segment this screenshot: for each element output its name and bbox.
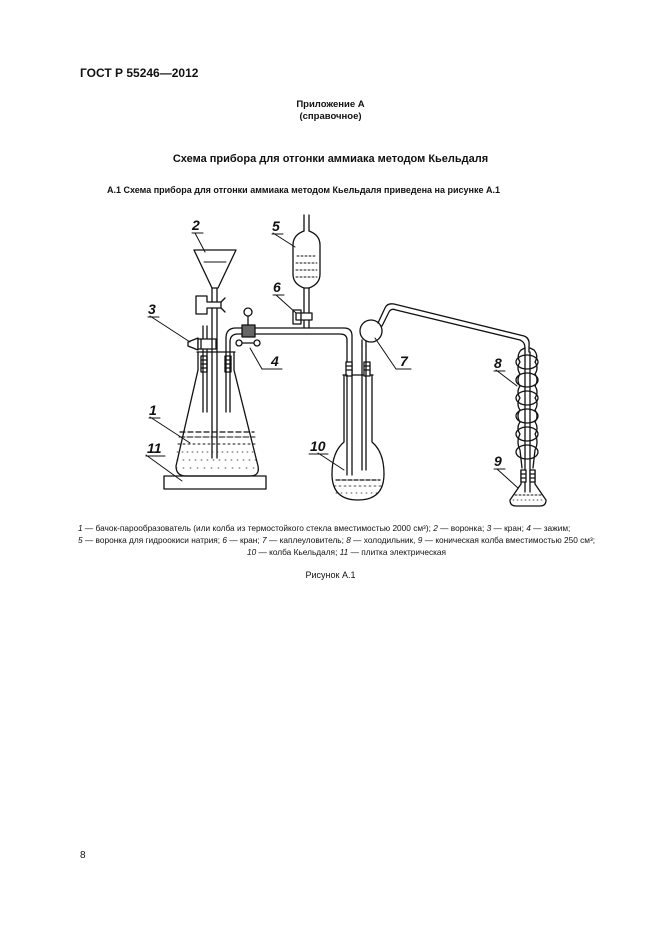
figure-label-7: 7 xyxy=(400,353,408,369)
figure-label-1: 1 xyxy=(149,402,157,418)
caption-num: 11 xyxy=(339,547,349,557)
caption-num: 2 xyxy=(433,523,438,533)
caption-text: бачок-парообразователь (или колба из термостойкого стекла вместимостью 2000 см³) xyxy=(95,523,429,533)
figure-label-3: 3 xyxy=(148,301,156,317)
caption-num: 10 xyxy=(246,547,257,557)
page-number: 8 xyxy=(80,850,86,861)
caption-text: колба Кьельдаля xyxy=(269,547,336,557)
annex-heading xyxy=(0,99,661,123)
figure-label-5: 5 xyxy=(272,218,280,234)
caption-num: 3 xyxy=(486,523,492,533)
figure-label-9: 9 xyxy=(494,453,502,469)
caption-text: воронка xyxy=(450,523,482,533)
kjeldahl-flask xyxy=(332,346,384,500)
caption-text: кран xyxy=(504,523,522,533)
figure-caption-legend xyxy=(78,522,615,558)
section-title: Схема прибора для отгонки аммиака методом Кьельдаля xyxy=(172,153,489,165)
caption-num: 6 xyxy=(222,535,228,545)
figure-label-8: 8 xyxy=(494,355,502,371)
receiver-flask xyxy=(510,470,546,506)
figure-label-11: 11 xyxy=(147,440,162,456)
caption-text: воронка для гидроокиси натрия xyxy=(95,535,218,545)
funnel xyxy=(194,250,236,314)
figure-label-4: 4 xyxy=(271,353,279,369)
annex-title: Приложение А xyxy=(296,99,365,110)
caption-num: 1 xyxy=(78,523,83,533)
caption-text: холодильник xyxy=(363,535,414,545)
document-header: ГОСТ Р 55246—2012 xyxy=(80,66,199,80)
figure-label-2: 2 xyxy=(192,217,200,233)
caption-num: 8 xyxy=(346,535,351,545)
caption-text: каплеуловитель xyxy=(279,535,342,545)
hot-plate xyxy=(164,476,266,489)
figure-label-10: 10 xyxy=(310,438,326,454)
caption-line: 5 — воронка для гидроокиси натрия; 6 — кран; 7 — каплеуловитель; 8 — холодильник, 9 — коническая колба вместимостью 250 см³; xyxy=(78,535,596,545)
caption-num: 5 xyxy=(78,535,83,545)
caption-text: зажим xyxy=(543,523,569,533)
intro-paragraph: А.1 Схема прибора для отгонки аммиака методом Кьельдаля приведена на рисунке А.1 xyxy=(107,185,500,195)
figure-label-6: 6 xyxy=(273,279,281,295)
figure-label: Рисунок А.1 xyxy=(305,570,356,580)
caption-line: 1 — бачок-парообразователь (или колба из термостойкого стекла вместимостью 2000 см³); 2 — воронка; 3 — кран; 4 — зажим; xyxy=(78,523,571,533)
caption-num: 4 xyxy=(526,523,531,533)
caption-text: плитка электрическая xyxy=(361,547,447,557)
stopcock-3 xyxy=(188,338,216,350)
caption-text: кран xyxy=(239,535,258,545)
splash-trap xyxy=(360,304,529,352)
caption-text: коническая колба вместимостью 250 см³ xyxy=(435,535,593,545)
caption-num: 7 xyxy=(262,535,267,545)
caption-num: 9 xyxy=(417,535,423,545)
caption-line: 10 — колба Кьельдаля; 11 — плитка электрическая xyxy=(246,547,447,557)
steam-generator-flask xyxy=(176,288,258,476)
apparatus-diagram xyxy=(0,200,661,510)
clamp-4 xyxy=(236,308,260,346)
annex-note: (справочное) xyxy=(299,111,362,122)
